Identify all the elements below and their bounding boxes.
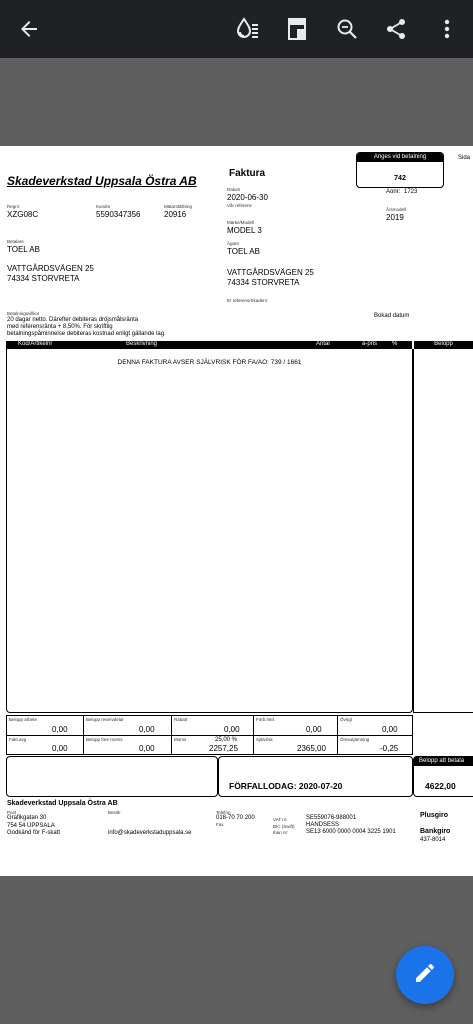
document-title: Faktura (229, 168, 266, 179)
your-reference-label: Er referens/Skadenr (227, 298, 268, 303)
rounding-value: -0,25 (380, 744, 399, 753)
fax-label: Fax (216, 822, 224, 827)
iban-label: Iban nr: (273, 830, 289, 835)
phone-value: 018-70 70 200 (216, 815, 255, 821)
vat-number-label: VAT nr: (273, 817, 288, 822)
regnr-value: XZG08C (7, 210, 39, 219)
model-year-label: Årsmodell (386, 207, 407, 212)
visit-label: Besök (108, 810, 121, 815)
plusgiro-label: Plusgiro (420, 812, 449, 819)
email-link[interactable]: info@skadeverkstaduppsala.se (108, 830, 192, 836)
amount-column-box (413, 349, 473, 713)
other-value: 0,00 (382, 725, 398, 734)
parts-amount-label: Belopp reservdelar (86, 717, 124, 722)
owner-label: Ägare (227, 241, 240, 246)
amount-to-pay-box (413, 756, 473, 797)
deductible-label: Självrisk (256, 737, 273, 742)
payment-reference-label: Anges vid betalning (357, 153, 443, 162)
vat-percent: 25,00 % (215, 737, 238, 743)
tax-approval: Godkänd för F-skatt (7, 830, 61, 836)
postal-label: Post (7, 810, 17, 815)
page-label: Sida (458, 155, 471, 161)
date-label: Datum (227, 187, 241, 192)
order-number-value: 1723 (404, 189, 418, 195)
customer-number-value: 5590347356 (96, 210, 141, 219)
postal-line1: Grafikgatan 30 (7, 815, 47, 821)
bankgiro-value: 437-8014 (420, 837, 446, 843)
col-code: Kod/Artikelnr (18, 341, 53, 347)
regnr-label: Regnr (7, 204, 20, 209)
discount-value: 0,00 (224, 725, 240, 734)
due-date: FÖRFALLODAG: 2020-07-20 (229, 781, 343, 791)
order-number-label: Aonr: (386, 189, 401, 195)
odometer-label: Mätarställning (164, 204, 193, 209)
payment-terms-line3: betalningspåminnelse debiteras kostnad enligt gällande lag. (7, 331, 166, 337)
vat-number-value: SE559076-988001 (306, 815, 357, 821)
col-quantity: Antal (316, 341, 330, 347)
vat-label: Moms (174, 737, 187, 742)
date-value: 2020-06-30 (227, 193, 268, 202)
more-vert-icon[interactable] (432, 14, 462, 44)
bankgiro-label: Bankgiro (420, 828, 451, 835)
phone-label: Telefon (216, 810, 231, 815)
payer-address-line1: VATTGÅRDSVÄGEN 25 (7, 264, 94, 273)
line-items-box (6, 349, 413, 713)
amount-before-vat-label: Belopp före moms (86, 737, 123, 742)
consumables-value: 0,00 (306, 725, 322, 734)
amount-to-pay-value: 4622,00 (425, 781, 456, 791)
share-icon[interactable] (381, 14, 411, 44)
odometer-value: 20916 (164, 210, 187, 219)
table-header (6, 341, 412, 349)
bic-label: BIC (Swift) (273, 824, 295, 829)
parts-amount-value: 0,00 (139, 725, 155, 734)
payment-terms-line1: 20 dagar netto. Därefter debiteras dröjsmålsränta (7, 317, 139, 323)
pencil-icon (413, 961, 437, 990)
col-description: Beskrivning (126, 341, 158, 347)
booked-date-label: Bokad datum (374, 313, 410, 319)
discount-label: Rabatt (174, 717, 188, 722)
invoice-fee-value: 0,00 (52, 744, 68, 753)
amount-before-vat-value: 0,00 (139, 744, 155, 753)
owner-value: TOEL AB (227, 247, 260, 256)
rounding-label: Öresutjämning (340, 737, 370, 742)
payment-slip-left (6, 756, 218, 797)
col-unit-price: à-pris (362, 341, 378, 347)
color-drop-icon[interactable] (232, 14, 262, 44)
make-model-value: MODEL 3 (227, 226, 262, 235)
col-amount: Belopp (414, 341, 473, 349)
invoice-fee-label: Fakt.avg (9, 737, 27, 742)
customer-number-label: Kundnr (96, 204, 111, 209)
work-amount-value: 0,00 (52, 725, 68, 734)
model-year-value: 2019 (386, 213, 404, 222)
our-reference-label: Vår referens (227, 203, 252, 208)
back-arrow-icon[interactable] (14, 14, 44, 44)
payment-terms-line2: med referensränta + 8,50%. För skriftlig (7, 324, 113, 330)
app-toolbar (0, 0, 473, 58)
viewer-background (0, 58, 473, 146)
make-model-label: Märke/Modell (227, 220, 255, 225)
due-date-box (218, 756, 413, 797)
invoice-page[interactable] (0, 146, 473, 876)
edit-button[interactable] (396, 946, 454, 1004)
line-item-description: DENNA FAKTURA AVSER SJÄLVRISK FÖR FA/AO: 739 / 1661 (117, 359, 302, 366)
payer-value: TOEL AB (7, 245, 40, 254)
iban-value: SE13 6000 0000 0004 3225 1901 (306, 829, 396, 835)
zoom-search-icon[interactable] (332, 14, 362, 44)
owner-address-line1: VATTGÅRDSVÄGEN 25 (227, 268, 314, 277)
payment-reference-value: 742 (394, 175, 406, 182)
page-layout-icon[interactable] (282, 14, 312, 44)
totals-grid (6, 715, 413, 755)
payment-reference-box (356, 152, 444, 188)
payer-label: Betalare (7, 239, 24, 244)
col-percent: % (392, 341, 398, 347)
vat-value: 2257,25 (209, 744, 238, 753)
consumables-label: Förb.mtrl. (256, 717, 276, 722)
owner-address-line2: 74334 STORVRETA (227, 278, 300, 287)
postal-line2: 754 54 UPPSALA (7, 823, 55, 829)
deductible-value: 2365,00 (297, 744, 326, 753)
other-label: Övrigt (340, 717, 353, 722)
payment-terms-label: Betalningsvillkor (7, 311, 40, 316)
footer-company: Skadeverkstad Uppsala Östra AB (7, 800, 118, 807)
company-name: Skadeverkstad Uppsala Östra AB (7, 174, 197, 188)
bic-value: HANDSESS (306, 822, 340, 828)
amount-to-pay-label: Belopp att betala (414, 757, 473, 766)
payer-address-line2: 74334 STORVRETA (7, 274, 80, 283)
work-amount-label: Belopp arbete (9, 717, 38, 722)
